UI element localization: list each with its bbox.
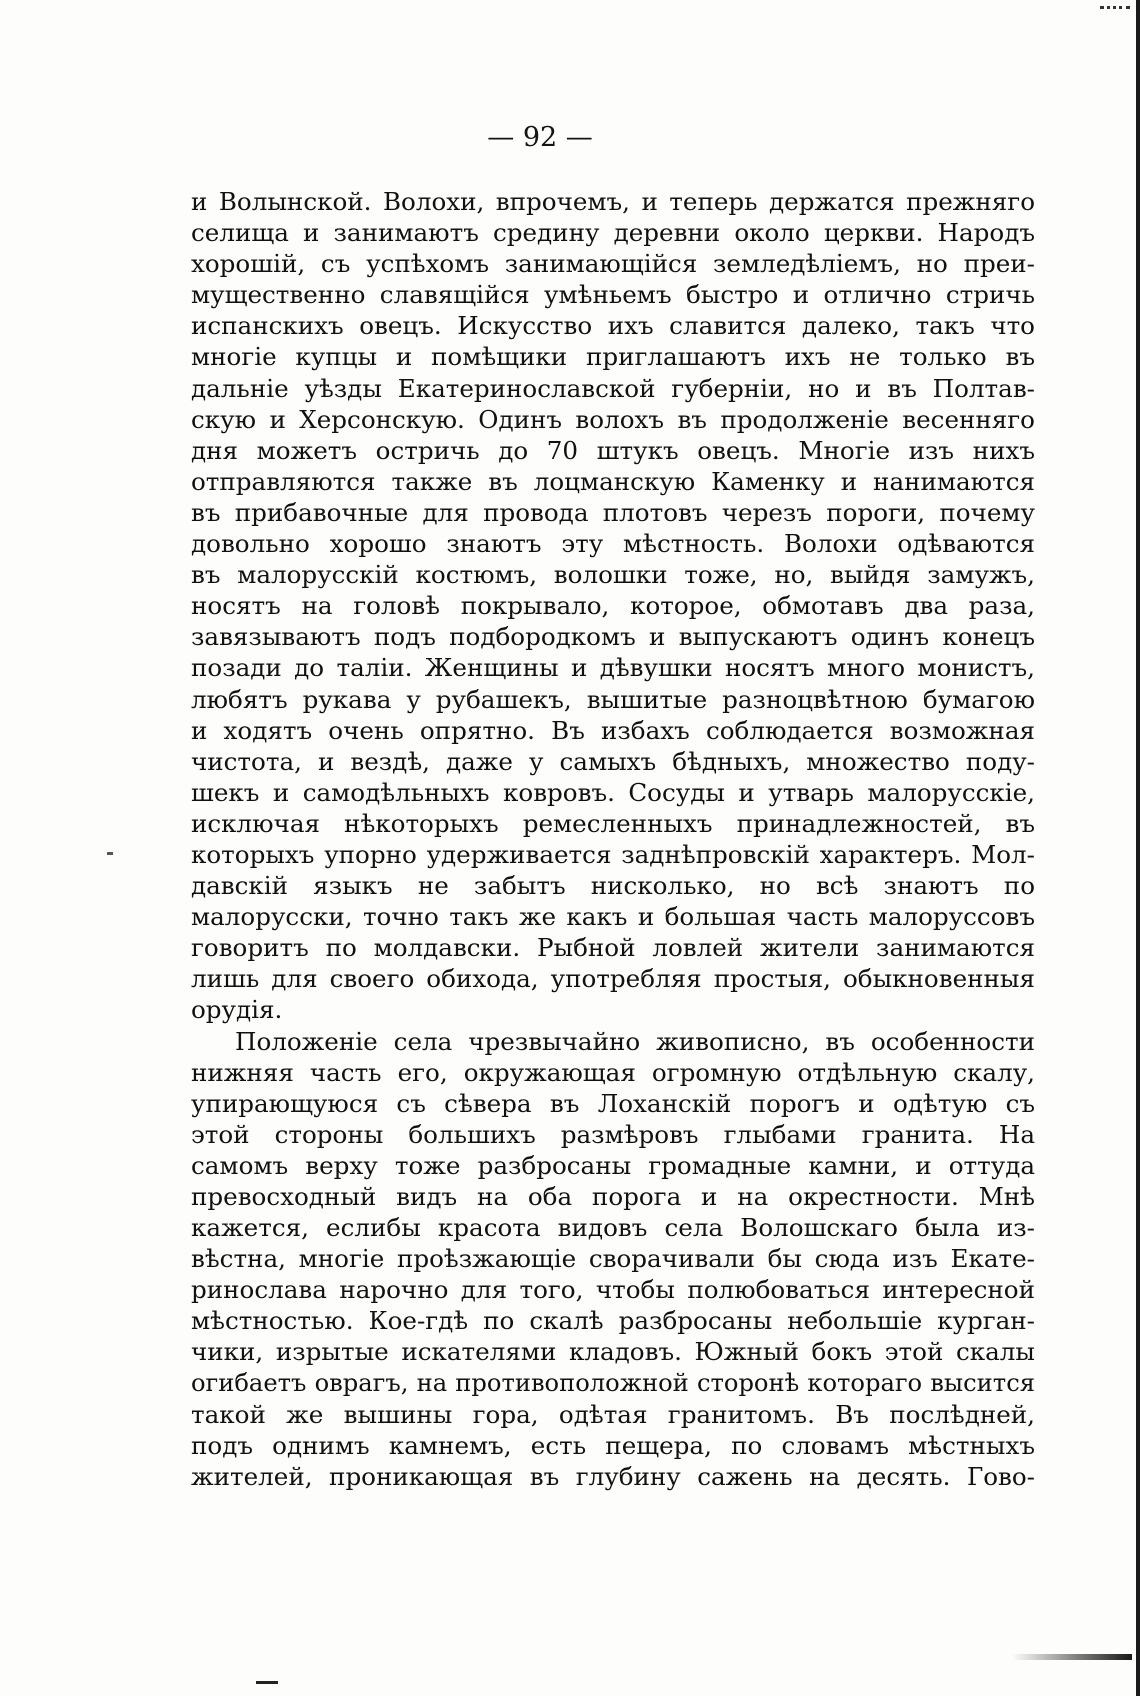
text-line: въ прибавочные для провода плотовъ черезъ пороги, почему xyxy=(191,497,1035,527)
text-line: дальніе уѣзды Екатеринославской губерніи, но и въ Полтав- xyxy=(191,373,1035,403)
scan-corner-mark xyxy=(1100,6,1130,17)
text-line: отправляются также въ лоцманскую Каменку и нанимаются xyxy=(191,466,1035,496)
scan-edge xyxy=(1136,0,1140,1696)
text-line: говоритъ по молдавски. Рыбной ловлей жители занимаются xyxy=(191,933,1035,963)
text-line: такой же вышины гора, одѣтая гранитомъ. Въ послѣдней, xyxy=(191,1399,1035,1429)
text-line: ринослава нарочно для того, чтобы полюбоваться интересной xyxy=(191,1275,1035,1305)
scan-dash xyxy=(256,1681,278,1684)
text-line: упирающуюся съ сѣвера въ Лоханскій порогъ и одѣтую съ xyxy=(191,1088,1035,1118)
text-line: лишь для своего обихода, употребляя простыя, обыкновенныя xyxy=(191,964,1035,994)
text-line: чистота, и вездѣ, даже у самыхъ бѣдныхъ, множество поду- xyxy=(191,746,1035,776)
text-line: мѣстностью. Кое-гдѣ по скалѣ разбросаны небольшіе курган- xyxy=(191,1306,1035,1336)
text-line: многіе купцы и помѣщики приглашаютъ ихъ не только въ xyxy=(191,342,1035,372)
text-line: самомъ верху тоже разбросаны громадные камни, и оттуда xyxy=(191,1150,1035,1180)
scan-smudge xyxy=(1012,1654,1132,1660)
text-line: и ходятъ очень опрятно. Въ избахъ соблюдается возможная xyxy=(191,715,1035,745)
text-line: огибаетъ оврагъ, на противоположной сторонѣ котораго высится xyxy=(191,1368,1035,1397)
text-line: носятъ на головѣ покрывало, которое, обмотавъ два раза, xyxy=(191,591,1035,621)
text-line: нижняя часть его, окружающая огромную отдѣльную скалу, xyxy=(191,1057,1035,1087)
text-line: превосходный видъ на оба порога и на окрестности. Мнѣ xyxy=(191,1182,1035,1211)
text-line: мущественно славящійся умѣньемъ быстро и отлично стричь xyxy=(191,280,1035,310)
text-line: которыхъ упорно удерживается заднѣпровскій характеръ. Мол- xyxy=(191,839,1035,869)
text-line: давскій языкъ не забытъ нисколько, но всѣ знаютъ по xyxy=(191,871,1035,901)
text-line: малорусски, точно такъ же какъ и большая часть малоруссовъ xyxy=(191,902,1035,932)
text-line: селища и занимаютъ средину деревни около церкви. Народъ xyxy=(191,218,1035,248)
text-line: вѣстна, многіе проѣзжающіе сворачивали бы сюда изъ Екате- xyxy=(191,1244,1035,1274)
text-line: исключая нѣкоторыхъ ремесленныхъ принадлежностей, въ xyxy=(191,808,1035,838)
text-line: хорошій, съ успѣхомъ занимающійся земледѣліемъ, но преи- xyxy=(191,249,1035,279)
text-line: шекъ и самодѣльныхъ ковровъ. Сосуды и утварь малорусскіе, xyxy=(191,777,1035,807)
text-line: этой стороны большихъ размѣровъ глыбами гранита. На xyxy=(191,1119,1035,1149)
body-text xyxy=(191,186,1035,1492)
text-line: завязываютъ подъ подбородкомъ и выпускаютъ одинъ конецъ xyxy=(191,622,1035,652)
scan-speck xyxy=(107,852,113,855)
text-line: и Волынской. Волохи, впрочемъ, и теперь держатся прежняго xyxy=(191,187,1035,216)
text-line: жителей, проникающая въ глубину сажень на десять. Гово- xyxy=(191,1461,1035,1491)
text-line: позади до таліи. Женщины и дѣвушки носятъ много монистъ, xyxy=(191,653,1035,683)
text-line: дня можетъ остричь до 70 штукъ овецъ. Многіе изъ нихъ xyxy=(191,435,1035,465)
text-line: Положеніе села чрезвычайно живописно, въ особенности xyxy=(235,1026,1035,1056)
text-line: испанскихъ овецъ. Искусство ихъ славится далеко, такъ что xyxy=(191,311,1035,341)
text-line: въ малорусскій костюмъ, волошки тоже, но, выйдя замужъ, xyxy=(191,560,1035,590)
text-line: орудія. xyxy=(191,995,283,1025)
text-line: чики, изрытые искателями кладовъ. Южный бокъ этой скалы xyxy=(191,1337,1035,1367)
text-line: скую и Херсонскую. Одинъ волохъ въ продолженіе весенняго xyxy=(191,404,1035,434)
text-line: кажется, еслибы красота видовъ села Волошскаго была из- xyxy=(191,1213,1035,1243)
page-number: — 92 — xyxy=(487,122,593,153)
text-line: довольно хорошо знаютъ эту мѣстность. Волохи одѣваются xyxy=(191,529,1035,559)
text-line: любятъ рукава у рубашекъ, вышитые разноцвѣтною бумагою xyxy=(191,684,1035,714)
text-line: подъ однимъ камнемъ, есть пещера, по словамъ мѣстныхъ xyxy=(191,1430,1035,1460)
